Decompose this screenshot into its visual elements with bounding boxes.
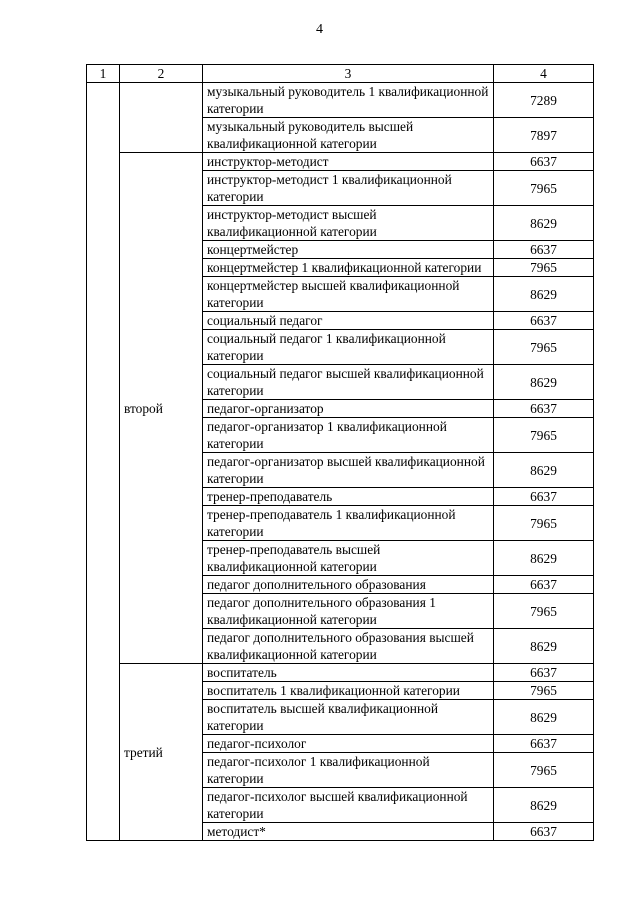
position-name: концертмейстер — [203, 241, 494, 259]
position-name: инструктор-методист 1 квалификационной категории — [203, 171, 494, 206]
position-name: концертмейстер 1 квалификационной категории — [203, 259, 494, 277]
salary-value: 7965 — [494, 418, 594, 453]
salary-value: 8629 — [494, 629, 594, 664]
position-name: педагог дополнительного образования — [203, 576, 494, 594]
position-name: тренер-преподаватель высшей квалификационной категории — [203, 541, 494, 576]
salary-value: 7965 — [494, 753, 594, 788]
header-col-4: 4 — [494, 65, 594, 83]
salary-value: 8629 — [494, 788, 594, 823]
table-row — [87, 664, 594, 682]
salary-value: 6637 — [494, 664, 594, 682]
position-name: воспитатель — [203, 664, 494, 682]
position-name: социальный педагог — [203, 312, 494, 330]
salary-value: 8629 — [494, 365, 594, 400]
salary-value: 8629 — [494, 277, 594, 312]
position-name: тренер-преподаватель 1 квалификационной категории — [203, 506, 494, 541]
salary-value: 6637 — [494, 153, 594, 171]
salary-value: 7965 — [494, 506, 594, 541]
salary-value: 6637 — [494, 488, 594, 506]
position-name: методист* — [203, 823, 494, 841]
salary-value: 6637 — [494, 576, 594, 594]
salary-value: 8629 — [494, 206, 594, 241]
position-name: музыкальный руководитель 1 квалификационной категории — [203, 83, 494, 118]
position-name: воспитатель высшей квалификационной категории — [203, 700, 494, 735]
position-name: педагог дополнительного образования 1 квалификационной категории — [203, 594, 494, 629]
salary-value: 7965 — [494, 259, 594, 277]
salary-table — [86, 64, 594, 841]
salary-value: 7965 — [494, 171, 594, 206]
position-name: тренер-преподаватель — [203, 488, 494, 506]
salary-value: 6637 — [494, 823, 594, 841]
salary-value: 7289 — [494, 83, 594, 118]
salary-value: 6637 — [494, 241, 594, 259]
salary-value: 8629 — [494, 453, 594, 488]
position-name: педагог-психолог 1 квалификационной категории — [203, 753, 494, 788]
header-col-3: 3 — [203, 65, 494, 83]
table-row — [87, 153, 594, 171]
col1-merged-cell — [87, 83, 120, 841]
salary-value: 6637 — [494, 312, 594, 330]
header-col-1: 1 — [87, 65, 120, 83]
position-name: педагог-психолог высшей квалификационной категории — [203, 788, 494, 823]
salary-value: 6637 — [494, 735, 594, 753]
salary-value: 7965 — [494, 682, 594, 700]
position-name: педагог-организатор 1 квалификационной категории — [203, 418, 494, 453]
position-name: воспитатель 1 квалификационной категории — [203, 682, 494, 700]
table-body — [87, 83, 594, 841]
position-name: педагог-организатор — [203, 400, 494, 418]
position-name: музыкальный руководитель высшей квалификационной категории — [203, 118, 494, 153]
table-header-row — [87, 65, 594, 83]
page-number: 4 — [316, 22, 323, 37]
position-name: социальный педагог высшей квалификационной категории — [203, 365, 494, 400]
salary-value: 8629 — [494, 541, 594, 576]
group-label: второй — [120, 153, 203, 664]
position-name: социальный педагог 1 квалификационной категории — [203, 330, 494, 365]
position-name: педагог-организатор высшей квалификационной категории — [203, 453, 494, 488]
position-name: инструктор-методист высшей квалификационной категории — [203, 206, 494, 241]
position-name: инструктор-методист — [203, 153, 494, 171]
salary-value: 7965 — [494, 594, 594, 629]
group-label: третий — [120, 664, 203, 841]
group-label — [120, 83, 203, 153]
position-name: педагог дополнительного образования высшей квалификационной категории — [203, 629, 494, 664]
position-name: педагог-психолог — [203, 735, 494, 753]
position-name: концертмейстер высшей квалификационной категории — [203, 277, 494, 312]
header-col-2: 2 — [120, 65, 203, 83]
salary-value: 7897 — [494, 118, 594, 153]
salary-value: 6637 — [494, 400, 594, 418]
table-row — [87, 83, 594, 118]
salary-value: 8629 — [494, 700, 594, 735]
salary-value: 7965 — [494, 330, 594, 365]
